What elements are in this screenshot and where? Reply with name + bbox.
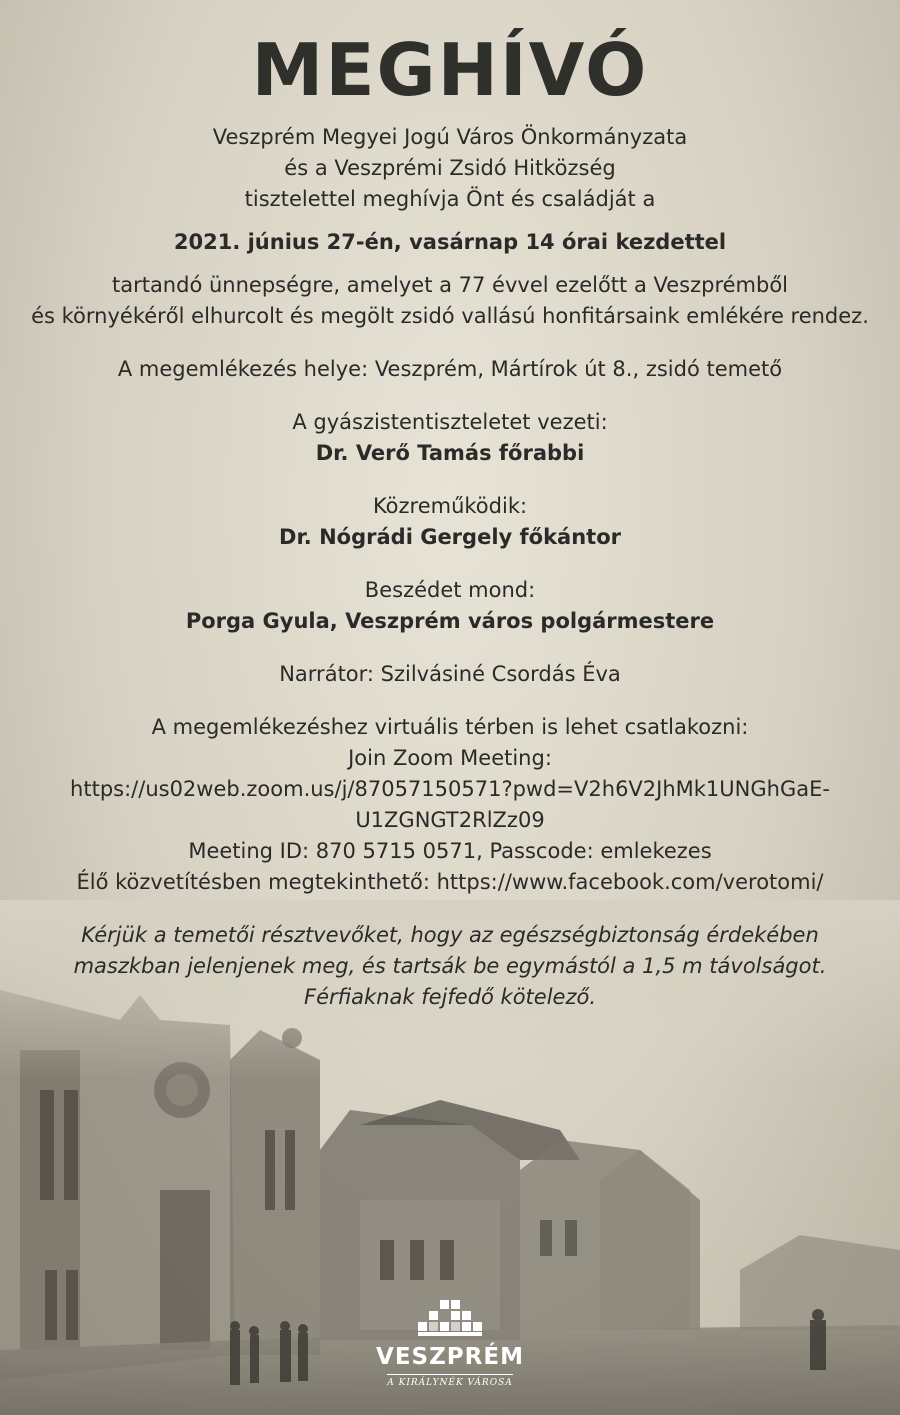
online-info-line: A megemlékezéshez virtuális térben is lehet csatlakozni: [151,715,749,739]
page-title: MEGHÍVÓ [251,28,649,112]
meeting-id-line: Meeting ID: 870 5715 0571, Passcode: emlekezes [188,839,712,863]
veszprem-logo [360,1298,540,1389]
event-date: 2021. június 27-én, vasárnap 14 órai kezdettel [173,230,727,254]
zoom-link[interactable]: U1ZGNGT2RlZz09 [355,808,545,832]
notice-line: Kérjük a temetői résztvevőket, hogy az egészségbiztonság érdekében [81,923,819,947]
speaker-label: Beszédet mond: [364,578,536,602]
castle-checker-icon [410,1298,490,1338]
logo-tagline: A KIRÁLYNÉK VÁROSA [387,1374,513,1389]
narrator-line: Narrátor: Szilvásiné Csordás Éva [279,662,621,686]
online-info-line: Join Zoom Meeting: [348,746,552,770]
purpose-line: és környékéről elhurcolt és megölt zsidó vallású honfitársaink emlékére rendez. [31,304,869,328]
speaker-name: Porga Gyula, Veszprém város polgármestere [185,609,715,633]
service-leader-name: Dr. Verő Tamás főrabbi [315,441,585,465]
notice-line: Férfiaknak fejfedő kötelező. [303,985,597,1009]
service-leader-label: A gyászistentiszteletet vezeti: [292,410,608,434]
logo-name: VESZPRÉM [376,1344,524,1370]
contributor-name: Dr. Nógrádi Gergely főkántor [279,525,621,549]
intro-line: és a Veszprémi Zsidó Hitközség [284,156,616,180]
zoom-link[interactable]: https://us02web.zoom.us/j/87057150571?pwd=V2h6V2JhMk1UNGhGaE- [70,777,830,801]
facebook-link[interactable]: Élő közvetítésben megtekinthető: https://www.facebook.com/verotomi/ [76,870,824,894]
event-location: A megemlékezés helye: Veszprém, Mártírok út 8., zsidó temető [117,357,783,381]
intro-line: tisztelettel meghívja Önt és családját a [244,187,656,211]
purpose-line: tartandó ünnepségre, amelyet a 77 évvel ezelőtt a Veszprémből [111,273,789,297]
invitation-body [0,122,900,1013]
intro-line: Veszprém Megyei Jogú Város Önkormányzata [212,125,688,149]
notice-line: maszkban jelenjenek meg, és tartsák be egymástól a 1,5 m távolságot. [73,954,827,978]
contributor-label: Közreműködik: [372,494,528,518]
